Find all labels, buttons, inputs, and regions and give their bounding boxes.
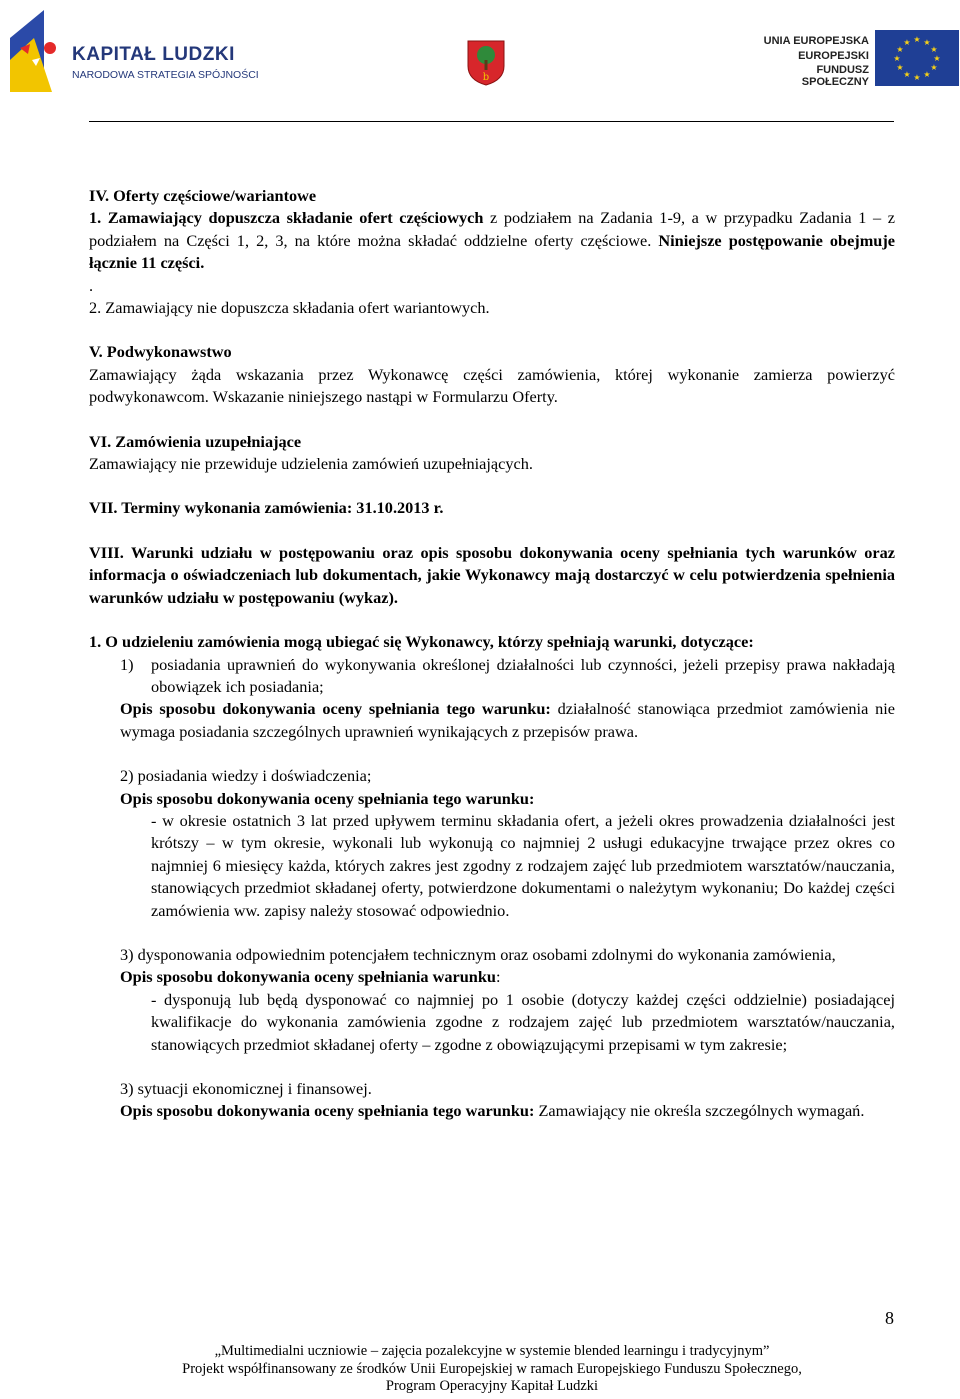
svg-text:★: ★ <box>923 70 931 79</box>
svg-text:★: ★ <box>903 70 911 79</box>
condition-2-text: - w okresie ostatnich 3 lat przed upływem terminu składania ofert, a jeżeli okres prowadzenia działalności jest krótszy – w tym okresie, wykonali lub wykonują co najmniej 2 usługi edukacyjne trwające przez okres co najmniej 6 miesięcy każda, których zakres jest zgodny z rodzajem zajęć lub przedmiotem warsztatów/nauczania, stanowiących przedmiot składanej oferty, potwierdzone dokumentami o należytym wykonaniu; Do każdej części zamówienia ww. zapisy należy stosować odpowiednio. <box>151 810 895 920</box>
ue-line3: FUNDUSZ SPOŁECZNY <box>801 64 869 88</box>
conditions-intro: 1. O udzieleniu zamówienia mogą ubiegać się Wykonawcy, którzy spełniają warunki, dotyczące: <box>89 632 754 652</box>
header-divider <box>89 121 894 122</box>
ue-line2: EUROPEJSKI <box>798 50 869 62</box>
ue-line1: UNIA EUROPEJSKA <box>763 35 869 47</box>
footer-line1: „Multimedialni uczniowie – zajęcia pozalekcyjne w systemie blended learningu i tradycyjnym” <box>214 1343 770 1359</box>
condition-1-opis-bold: Opis sposobu dokonywania oceny spełniania tego warunku: <box>120 699 551 719</box>
document-body <box>89 185 895 1123</box>
svg-text:★: ★ <box>923 38 931 47</box>
condition-4-label: 3) sytuacji ekonomicznej i finansowej. <box>120 1079 372 1098</box>
coat-of-arms-icon <box>467 40 505 86</box>
condition-4-opis-rest: Zamawiający nie określa szczególnych wymagań. <box>534 1101 865 1121</box>
svg-text:b: b <box>482 72 490 83</box>
svg-text:★: ★ <box>933 54 941 63</box>
svg-text:★: ★ <box>930 63 938 72</box>
page-number: 8 <box>885 1308 894 1328</box>
condition-1-num: 1) <box>120 654 134 674</box>
condition-3-opis-bold: Opis sposobu dokonywania oceny spełniania warunku <box>120 967 496 987</box>
iv-p1-rest: z podziałem na Zadania 1-9, a w przypadku Zadania 1 – z podziałem na Części 1, 2, 3, na które można składać oddzielne oferty częściowe. <box>89 208 896 250</box>
condition-3-text: - dysponują lub będą dysponować co najmniej po 1 osobie (dotyczy każdej części oddzielnie) posiadającej kwalifikacje do wykonania zamówienia zgodne z rodzajem zajęć lub przedmiotem warsztatów/nauczania, stanowiących przedmiot składanej oferty – zgodne z obowiązującymi przepisami w tym zakresie; <box>151 989 895 1054</box>
section-iv-title: IV. Oferty częściowe/wariantowe <box>89 186 317 205</box>
section-v-title: V. Podwykonawstwo <box>89 342 232 362</box>
condition-4-opis-bold: Opis sposobu dokonywania oceny spełniania tego warunku: <box>120 1101 535 1121</box>
section-iv-dot: . <box>89 275 94 295</box>
footer-line2: Projekt współfinansowany ze środków Unii Europejskiej w ramach Europejskiego Funduszu Społecznego, <box>182 1360 802 1377</box>
condition-3-opis <box>89 966 895 988</box>
iv-p1-bold2: Niniejsze postępowanie obejmuje łącznie 11 części. <box>89 230 895 273</box>
svg-text:★: ★ <box>913 73 921 82</box>
footer-line3: Program Operacyjny Kapitał Ludzki <box>385 1378 599 1394</box>
condition-1 <box>89 654 895 699</box>
section-iv-p1 <box>89 207 895 274</box>
svg-text:★: ★ <box>913 35 921 44</box>
condition-1-opis-rest: działalność stanowiąca przedmiot zamówienia nie wymaga posiadania szczególnych uprawnień wynikających z przepisów prawa. <box>120 699 895 741</box>
kl-title: KAPITAŁ LUDZKI <box>72 44 235 65</box>
eu-flag-icon <box>875 30 959 86</box>
condition-1-opis <box>89 698 895 743</box>
section-vii-title: VII. Terminy wykonania zamówienia: 31.10.2013 r. <box>89 498 444 518</box>
svg-text:★: ★ <box>896 63 904 72</box>
condition-1-text: posiadania uprawnień do wykonywania określonej działalności lub czynności, jeżeli przepisy prawa nakładają obowiązek ich posiadania; <box>151 654 895 696</box>
section-v-text: Zamawiający żąda wskazania przez Wykonawcę części zamówienia, której wykonanie zamierza powierzyć podwykonawcom. Wskazanie niniejszego nastąpi w Formularzu Oferty. <box>89 364 895 407</box>
svg-text:★: ★ <box>930 45 938 54</box>
eu-logo <box>755 28 960 88</box>
svg-text:★: ★ <box>903 38 911 47</box>
kapital-ludzki-logo <box>6 8 266 92</box>
section-vi-text: Zamawiający nie przewiduje udzielenia zamówień uzupełniających. <box>89 454 533 474</box>
condition-3-label: 3) dysponowania odpowiednim potencjałem technicznym oraz osobami zdolnymi do wykonania zamówienia, <box>120 944 836 964</box>
svg-text:★: ★ <box>893 54 901 63</box>
section-vi-title: VI. Zamówienia uzupełniające <box>89 431 302 451</box>
page-header <box>0 0 960 125</box>
kl-subtitle: NARODOWA STRATEGIA SPÓJNOŚCI <box>72 69 259 81</box>
section-iv-p2: 2. Zamawiający nie dopuszcza składania ofert wariantowych. <box>89 298 490 318</box>
condition-2-opis: Opis sposobu dokonywania oceny spełniania tego warunku: <box>120 788 535 808</box>
condition-2-label: 2) posiadania wiedzy i doświadczenia; <box>120 766 372 786</box>
kapital-ludzki-emblem-icon <box>6 8 66 92</box>
page-footer <box>89 1343 895 1396</box>
iv-p1-bold: 1. Zamawiający dopuszcza składanie ofert częściowych <box>89 208 484 228</box>
condition-3-opis-colon: : <box>495 967 501 987</box>
svg-text:★: ★ <box>896 45 904 54</box>
section-viii-title: VIII. Warunki udziału w postępowaniu oraz opis sposobu dokonywania oceny spełniania tych warunków oraz informacja o oświadczeniach lub dokumentach, jakie Wykonawcy mają dostarczyć w celu potwierdzenia spełnienia warunków udziału w postępowaniu (wykaz). <box>89 542 895 607</box>
condition-4-opis <box>89 1100 895 1122</box>
